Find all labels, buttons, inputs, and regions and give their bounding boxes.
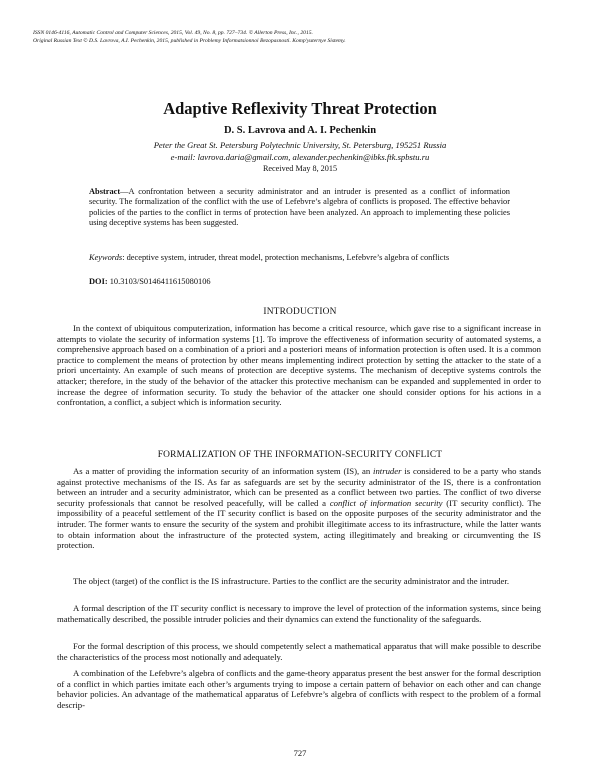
paper-title: Adaptive Reflexivity Threat Protection: [163, 99, 437, 118]
abstract: [89, 187, 510, 228]
section-heading-introduction: INTRODUCTION: [263, 307, 337, 317]
text-span: As a matter of providing the information security of an information system (IS), an: [73, 466, 374, 476]
received-date: Received May 8, 2015: [262, 164, 338, 173]
section-heading-formalization: FORMALIZATION OF THE INFORMATION-SECURITY CONFLICT: [157, 450, 443, 460]
email: e-mail: lavrova.daria@gmail.com, alexander.pechenkin@ibks.ftk.spbstu.ru: [170, 152, 430, 162]
affiliation-block: [0, 139, 600, 163]
text-span: (IT security conflict). The impossibility of a peaceful settlement of the IT security conflict is based on the opposite purposes of the security administrator and the intruder. The former wants to ensure the security of the system and prohibit illegitimate access to its infrastructure, while the latter wants to obtain information about the infrastructure of the protected system, acting illegitimately and breaking or circumventing the IS protection.: [57, 497, 542, 551]
page-number: 727: [293, 748, 307, 758]
formalization-paragraph-5: A combination of the Lefebvre’s algebra of conflicts and the game-theory apparatus present the best answer for the formal description of a conflict in which parties imitate each other’s arguments trying to impose a certain pattern of behavior on each other and can change behavior policies. An advantage of the mathematical apparatus of Lefebvre’s algebra of conflicts with respect to the problem of a formal descrip-: [57, 668, 541, 710]
formalization-paragraph-1: [57, 466, 541, 551]
doi-value: 10.3103/S0146411615080106: [107, 277, 211, 286]
affiliation: Peter the Great St. Petersburg Polytechnic University, St. Petersburg, 195251 Russia: [153, 140, 447, 150]
abstract-text: —A confrontation between a security administrator and an intruder is presented as a conflict of information security. The formalization of the conflict with the use of Lefebvre’s algebra of conflicts is proposed. The effective behavior policies of the parties to the conflict in terms of protection have been analyzed. An approach to implementing these policies using deceptive systems has been suggested.: [89, 187, 510, 227]
formalization-paragraph-4: For the formal description of this process, we should competently select a mathematical apparatus that will make possible to describe the characteristics of the process most notionally and adequately.: [57, 641, 541, 662]
keywords-text: : deceptive system, intruder, threat model, protection mechanisms, Lefebvre’s algebra of conflicts: [122, 253, 450, 262]
keywords: [89, 253, 510, 263]
authors: D. S. Lavrova and A. I. Pechenkin: [223, 125, 377, 136]
formalization-paragraph-2: The object (target) of the conflict is the IS infrastructure. Parties to the conflict are the security administrator and the intruder.: [73, 576, 509, 586]
header-line-2: Original Russian Text © D.S. Lavrova, A.I. Pechenkin, 2015, published in Problemy Informatsionnoi Bezopasnosti. Komp'yuternye Sistemy.: [33, 38, 346, 45]
keywords-label: Keywords: [89, 253, 123, 262]
intro-paragraph: In the context of ubiquitous computerization, information has become a critical resource, which gave rise to a significant increase in attempts to violate the security of information systems [1]. To improve the effectiveness of information security of automated systems, a comprehensive approach based on a combination of a priori and a posteriori means of information protection is often used. It is a common practice to complement the means of protection by other means implementing indirect protection by setting the attacker to the state of a priori uncertainty. An example of such means of protection are deceptive systems. The mechanism of deceptive systems controls the attacker; therefore, in the study of the behavior of the attacker this protective mechanism can be expanded and supplemented in order to increase the degree of information security. To study the behavior of the attacker one should consider options for his actions in a confrontation, a conflict, a subject which is information security.: [57, 323, 541, 408]
emphasis-intruder: intruder: [373, 466, 402, 476]
formalization-paragraph-3: A formal description of the IT security conflict is necessary to improve the level of protection of the information systems, since being mathematically described, the possible intruder policies and their dynamics can extend the functionality of the safeguards.: [57, 603, 541, 624]
journal-header: [33, 29, 346, 46]
abstract-label: Abstract: [89, 187, 121, 196]
doi-label: DOI:: [89, 277, 108, 286]
emphasis-conflict-term: conflict of information security: [329, 497, 443, 508]
doi: [89, 277, 211, 286]
text-span: is considered to be a party who stands against protective mechanisms of the IS. As far as safeguards are set by the security administrator of the IS, there is a confrontation between an intruder and a security administrator, which can be presented as a conflict between two parties. The conflict of two diverse security professionals that cannot be resolved peacefully, will be called a: [57, 466, 541, 508]
header-line-1: ISSN 0146-4116, Automatic Control and Computer Sciences, 2015, Vol. 49, No. 8, pp. 727–734. © Allerton Press, Inc., 2015.: [33, 30, 313, 36]
